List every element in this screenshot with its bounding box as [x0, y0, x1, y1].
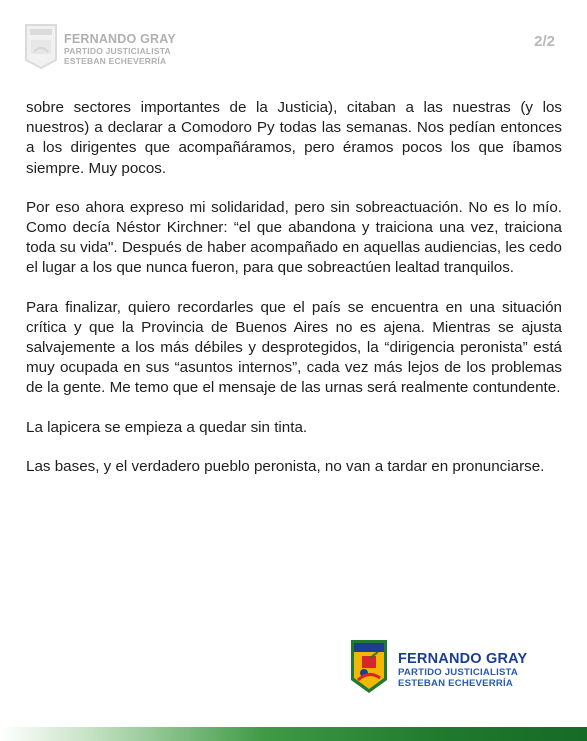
header-brand — [64, 32, 176, 66]
page-header — [22, 22, 567, 76]
paragraph: La lapicera se empieza a quedar sin tinta. — [26, 418, 308, 436]
paragraph: Las bases, y el verdadero pueblo peronista, no van a tardar en pronunciarse. — [26, 457, 545, 475]
paragraph: sobre sectores importantes de la Justicia), citaban a las nuestras (y los nuestros) a declarar a Comodoro Py todas las semanas. Nos pedían entonces a los dirigentes que acompañáramos, pero éramos pocos los que íbamos siempre. Muy pocos. — [26, 99, 562, 177]
paragraph: Para finalizar, quiero recordarles que el país se encuentra en una situación crítica y que la Provincia de Buenos Aires no es ajena. Mientras se ajusta salvajemente a los más débiles y desprotegidos, la “dirigencia peronista” está muy ocupada en sus “asuntos internos”, cada vez más lejos de los problemas de la gente. Me temo que el mensaje de las urnas será realmente contundente. — [26, 298, 562, 397]
footer-locality: ESTEBAN ECHEVERRÍA — [398, 678, 514, 689]
paragraph: Por eso ahora expreso mi solidaridad, pero sin sobreactuación. No es lo mío. Como decía Néstor Kirchner: “el que abandona y traiciona una vez, traiciona toda su vida". Después de haber acompañado en aquellas audiencias, les cedo el lugar a los que nunca fueron, para que sobreactúen lealtad tranquilos. — [26, 198, 562, 277]
footer-logo — [348, 636, 548, 702]
party-shield-icon — [348, 636, 390, 696]
header-locality: ESTEBAN ECHEVERRÍA — [64, 56, 167, 66]
header-party: PARTIDO JUSTICIALISTA — [64, 46, 171, 56]
bottom-green-band — [0, 727, 587, 741]
party-emblem-icon — [22, 22, 60, 70]
footer-party: PARTIDO JUSTICIALISTA — [398, 667, 519, 678]
header-name: FERNANDO GRAY — [64, 32, 176, 46]
page-number: 2/2 — [534, 33, 555, 50]
footer-brand — [398, 651, 527, 689]
letter-body — [26, 98, 562, 496]
footer-name: FERNANDO GRAY — [398, 651, 528, 667]
